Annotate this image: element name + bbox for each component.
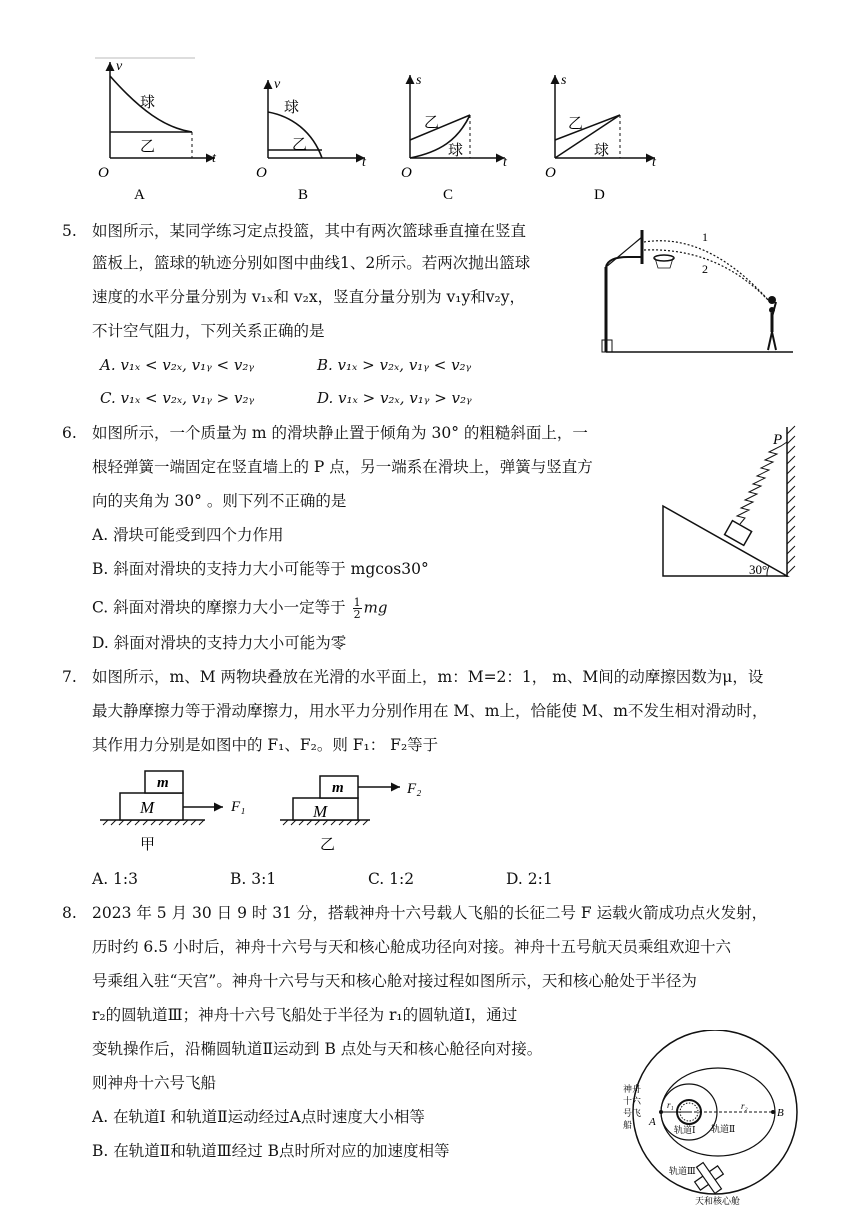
graph-a-top-label: 球: [140, 95, 156, 111]
block-M-label: M: [313, 802, 328, 821]
question-text-line: 不计空气阻力，下列关系正确的是: [92, 322, 325, 340]
graph-d-letter: D: [594, 187, 605, 203]
stacked-blocks-figure: [95, 765, 435, 855]
option-d[interactable]: D. v₁ₓ > v₂ₓ, v₁ᵧ > v₂ᵧ: [317, 389, 472, 407]
question-number: 6.: [62, 424, 77, 442]
graph-a: [98, 59, 217, 203]
trajectory-2-label: 2: [702, 262, 708, 276]
graph-c-yaxis: s: [416, 73, 422, 88]
orbit3-label: 轨道Ⅲ: [669, 1166, 696, 1176]
graph-b-yaxis: v: [274, 77, 281, 92]
option-a[interactable]: A. 在轨道Ⅰ 和轨道Ⅱ运动经过A点时速度大小相等: [92, 1108, 425, 1126]
graph-a-letter: A: [134, 187, 145, 203]
point-a-label: A: [649, 1116, 656, 1128]
question-text-line: 向的夹角为 30° 。则下列不正确的是: [92, 492, 347, 510]
block-M-label: M: [140, 798, 155, 817]
question-text-line: 变轨操作后，沿椭圆轨道Ⅱ运动到 B 点处与天和核心舱径向对接。: [92, 1040, 543, 1058]
basketball-figure: [598, 222, 798, 356]
question-text-line: 速度的水平分量分别为 v₁ₓ和 v₂x，竖直分量分别为 v₁y和v₂y，: [92, 288, 525, 306]
graph-c-bottom-label: 球: [448, 143, 464, 159]
question-text-line: 根轻弹簧一端固定在竖直墙上的 P 点，另一端系在滑块上，弹簧与竖直方: [92, 458, 593, 476]
question-text-line: r₂的圆轨道Ⅲ；神舟十六号飞船处于半径为 r₁的圆轨道Ⅰ，通过: [92, 1006, 518, 1024]
fraction-denominator: 2: [353, 608, 361, 621]
block-m-label: m: [157, 775, 169, 791]
option-c[interactable]: C. 1:2: [368, 870, 415, 888]
graph-a-yaxis: v: [116, 59, 123, 74]
option-a[interactable]: A. 1:3: [92, 870, 138, 888]
ship-label-1: 神舟: [623, 1084, 642, 1094]
ship-label-2: 十六: [623, 1096, 642, 1106]
question-number: 5.: [62, 222, 77, 240]
graph-b-bottom-label: 乙: [292, 137, 308, 153]
question-text-line: 篮板上，篮球的轨迹分别如图中曲线1、2所示。若两次抛出篮球: [92, 254, 531, 272]
question-text-line: 最大静摩擦力等于滑动摩擦力，用水平力分别作用在 M、m上，恰能使 M、m不发生相对滑动时，: [92, 702, 768, 720]
r2-label: r₂: [741, 1101, 748, 1111]
question-text-line: 历时约 6.5 小时后，神舟十六号与天和核心舱成功径向对接。神舟十五号航天员乘组欢迎十六: [92, 938, 732, 956]
station-label: 天和核心舱: [695, 1196, 741, 1206]
option-a[interactable]: A. 滑块可能受到四个力作用: [92, 526, 284, 544]
option-c[interactable]: C. v₁ₓ < v₂ₓ, v₁ᵧ > v₂ᵧ: [100, 389, 255, 407]
option-c[interactable]: [92, 597, 387, 620]
orbit-figure: [605, 1030, 810, 1210]
r1-label: r₁: [667, 1100, 674, 1110]
graph-a-origin: O: [98, 165, 109, 181]
graph-c-origin: O: [401, 165, 412, 181]
fraction-tail: mg: [363, 598, 388, 617]
angle-label: 30°: [749, 562, 768, 577]
graphs-svg: [0, 0, 860, 210]
graph-d-bottom-label: 球: [594, 143, 610, 159]
fraction-numerator: 1: [353, 596, 361, 609]
graph-d: [545, 73, 657, 203]
question-text-line: 如图所示，m、M 两物块叠放在光滑的水平面上，m：M=2：1， m、M间的动摩擦因数为μ，设: [92, 668, 764, 686]
question-number: 8.: [62, 904, 77, 922]
option-b[interactable]: B. 在轨道Ⅱ和轨道Ⅲ经过 B点时所对应的加速度相等: [92, 1142, 450, 1160]
option-b[interactable]: B. v₁ₓ > v₂ₓ, v₁ᵧ < v₂ᵧ: [317, 356, 472, 374]
graph-d-top-label: 乙: [568, 116, 584, 132]
option-c-text: C. 斜面对滑块的摩擦力大小一定等于: [92, 598, 346, 617]
graph-d-origin: O: [545, 165, 556, 181]
question-text-line: 号乘组入驻“天宫”。神舟十六号与天和核心舱对接过程如图所示，天和核心舱处于半径为: [92, 972, 697, 990]
incline-spring-figure: [655, 422, 815, 582]
question-text-line: 2023 年 5 月 30 日 9 时 31 分，搭载神舟十六号载人飞船的长征二号 F 运载火箭成功点火发射，: [92, 904, 768, 922]
graph-c-top-label: 乙: [424, 115, 440, 131]
option-b[interactable]: B. 3:1: [230, 870, 277, 888]
orbit1-label: 轨道Ⅰ: [674, 1125, 696, 1135]
question-text-line: 如图所示，一个质量为 m 的滑块静止置于倾角为 30° 的粗糙斜面上，一: [92, 424, 588, 442]
option-a[interactable]: A. v₁ₓ < v₂ₓ, v₁ᵧ < v₂ᵧ: [100, 356, 255, 374]
graph-c: [401, 73, 508, 203]
block-m-label: m: [332, 780, 344, 796]
graph-b-letter: B: [298, 187, 309, 203]
force-f1-label: F₁: [231, 799, 246, 815]
option-d[interactable]: D. 2:1: [506, 870, 553, 888]
graph-c-xaxis: t: [503, 155, 507, 170]
graph-d-yaxis: s: [561, 73, 567, 88]
orbit2-label: 轨道Ⅱ: [711, 1124, 736, 1134]
motion-graphs-row: [0, 0, 860, 210]
point-p-label: P: [773, 432, 783, 448]
graph-d-xaxis: t: [652, 155, 656, 170]
force-f2-label: F₂: [407, 781, 422, 797]
graph-b-top-label: 球: [284, 100, 300, 116]
ship-label-4: 船: [623, 1120, 633, 1130]
option-d[interactable]: D. 斜面对滑块的支持力大小可能为零: [92, 634, 347, 652]
caption-yi: 乙: [320, 837, 336, 853]
question-text-line: 其作用力分别是如图中的 F₁、F₂。则 F₁： F₂等于: [92, 736, 439, 754]
point-b-label: B: [777, 1107, 784, 1119]
option-b[interactable]: B. 斜面对滑块的支持力大小可能等于 mgcos30°: [92, 560, 429, 578]
graph-b-xaxis: t: [362, 155, 366, 170]
question-text-line: 如图所示，某同学练习定点投篮，其中有两次篮球垂直撞在竖直: [92, 222, 527, 240]
fraction: [353, 597, 362, 620]
caption-jia: 甲: [140, 837, 156, 853]
graph-c-letter: C: [443, 187, 454, 203]
graph-b: [256, 77, 367, 203]
graph-a-bottom-label: 乙: [140, 139, 156, 155]
ship-label-3: 号飞: [623, 1108, 642, 1118]
trajectory-1-label: 1: [702, 230, 708, 244]
graph-a-xaxis: t: [212, 151, 216, 166]
question-text-line: 则神舟十六号飞船: [92, 1074, 217, 1092]
question-number: 7.: [62, 668, 77, 686]
graph-b-origin: O: [256, 165, 267, 181]
